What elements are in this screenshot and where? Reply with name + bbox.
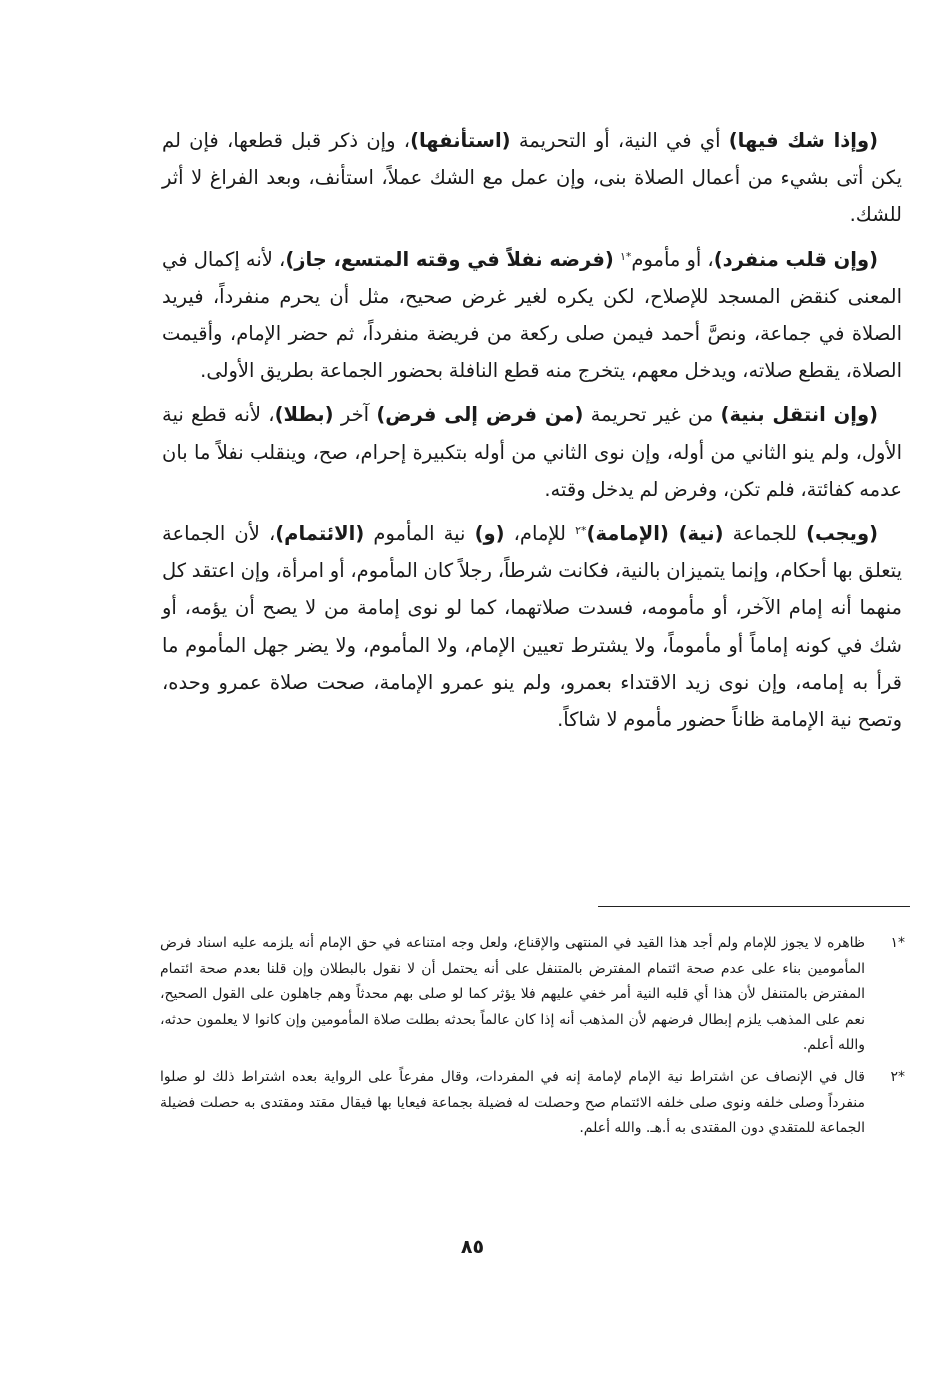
matn-quote: (بطلا) bbox=[274, 403, 334, 427]
footnote-separator bbox=[598, 906, 910, 907]
paragraph-4 bbox=[162, 515, 902, 738]
matn-quote: (و) bbox=[474, 522, 505, 546]
matn-quote: (ويجب) bbox=[806, 522, 879, 546]
matn-quote: (استأنفها) bbox=[410, 129, 511, 152]
commentary-text: من غير تحريمة bbox=[583, 403, 721, 427]
main-text bbox=[162, 122, 902, 745]
commentary-text: للإمام، bbox=[504, 522, 576, 546]
paragraph-1 bbox=[162, 122, 902, 234]
matn-quote: (وإذا شك فيها) bbox=[728, 129, 879, 152]
commentary-text: ، أو مأموم bbox=[631, 247, 714, 271]
matn-quote: (نية) (الإمامة) bbox=[586, 522, 724, 546]
commentary-text: ، لأنه قطع نية الأول، ولم ينو الثاني من أوله، وإن نوى الثاني من أوله بتكبيرة إحرام، صح، وينقلب نفلاً ما بان عدمه كفائتة، فلم تكن، وفرض لم يدخل وقته. bbox=[162, 403, 902, 501]
commentary-text: أي في النية، أو التحريمة bbox=[510, 129, 729, 152]
matn-quote: (من فرض إلى فرض) bbox=[376, 403, 584, 427]
commentary-text: ، لأنه إكمال في المعنى كنقض المسجد للإصلاح، لكن يكره لغير غرض صحيح، مثل أن يحرم منفرداً، فيريد الصلاة في جماعة، ونصَّ أحمد فيمن صلى ركعة من فريضة منفرداً، ثم حضر الإمام، وأقيمت الصلاة، يقطع صلاته، ويدخل معهم، يتخرج منه قطع النافلة بحضور الجماعة بطريق الأولى. bbox=[162, 247, 902, 383]
commentary-text: نية المأموم bbox=[364, 522, 475, 546]
footnote-reference[interactable]: *٢ bbox=[575, 524, 587, 538]
page-number: ٨٥ bbox=[460, 1236, 485, 1258]
paragraph-2 bbox=[162, 241, 902, 390]
footnote-text: قال في الإنصاف عن اشتراط نية الإمام لإمامة إنه في المفردات، وقال مفرعاً على الرواية بعده اشتراط ذلك لو صلوا منفرداً وصلى خلفه ونوى صلى خلفه الائتمام صح وحصلت له فضيلة بجماعة فيعايا بها فيقال مقتد ومقتدى به حصلت فضيلة الجماعة للمتقدي دون المقتدى به أ.هـ. والله أعلم. bbox=[160, 1068, 865, 1137]
commentary-text: ، لأن الجماعة يتعلق بها أحكام، وإنما يتميزان بالنية، فكانت شرطاً، رجلاً كان المأموم، أو امرأة، وإن اعتقد كل منهما أنه إمام الآخر، أو مأمومه، فسدت صلاتهما، كما لو نوى إمامة من لا يصح أن يؤمه، أو شك في كونه إماماً أو مأموماً، ولا يشترط تعيين الإمام، ولا المأموم، ولا يضر جهل المأموم ما قرأ به إمامه، وإن نوى زيد الاقتداء بعمرو، ولم ينو عمرو الإمامة، صحت صلاة عمرو وحده، وتصح نية الإمامة ظاناً حضور مأموم لا شاكاً. bbox=[162, 522, 902, 732]
footnote-1 bbox=[160, 931, 905, 1059]
commentary-text: ، وإن ذكر قبل قطعها، فإن لم يكن أتى بشيء من أعمال الصلاة بنى، وإن عمل مع الشك عملاً، استأنف، وبعد الفراغ لا أثر للشك. bbox=[162, 129, 902, 227]
matn-quote: (وإن انتقل بنية) bbox=[720, 403, 879, 427]
matn-quote: (الائتمام) bbox=[275, 522, 365, 546]
footnote-marker: *١ bbox=[890, 935, 905, 951]
footnote-reference[interactable]: *١ bbox=[619, 249, 632, 263]
commentary-text: آخر bbox=[333, 403, 377, 427]
commentary-text: للجماعة bbox=[723, 522, 807, 546]
footnotes bbox=[160, 931, 905, 1148]
matn-quote: (وإن قلب منفرد) bbox=[713, 247, 879, 271]
paragraph-3 bbox=[162, 396, 902, 508]
footnote-2 bbox=[160, 1065, 905, 1142]
footnote-text: ظاهره لا يجوز للإمام ولم أجد هذا القيد في المنتهى والإقناع، ولعل وجه امتناعه في حق الإمام أنه يلزمه عليه اسناد فرض المأمومين بناء على عدم صحة ائتمام المفترض بالمتنفل على أنه يحتمل أن لا نقول بالبطلان وإن قلنا بعدم صحة ائتمام المفترض بالمتنفل لأن هذا أي قلبه النية أمر خفي عليهم فلا يؤثر كما لو صلى بهم محدثاً وهم جاهلون على القول الصحيح، نعم على المذهب يلزم إبطال فرضهم لأن المذهب أنه إذا كان عالماً بحدثه بطلت صلاة المأمومين وإن كانوا لا يعلمون حدثه، والله أعلم. bbox=[160, 935, 865, 1054]
matn-quote: (فرضه نفلاً في وقته المتسع، جاز) bbox=[285, 247, 614, 271]
footnote-marker: *٢ bbox=[890, 1068, 905, 1085]
